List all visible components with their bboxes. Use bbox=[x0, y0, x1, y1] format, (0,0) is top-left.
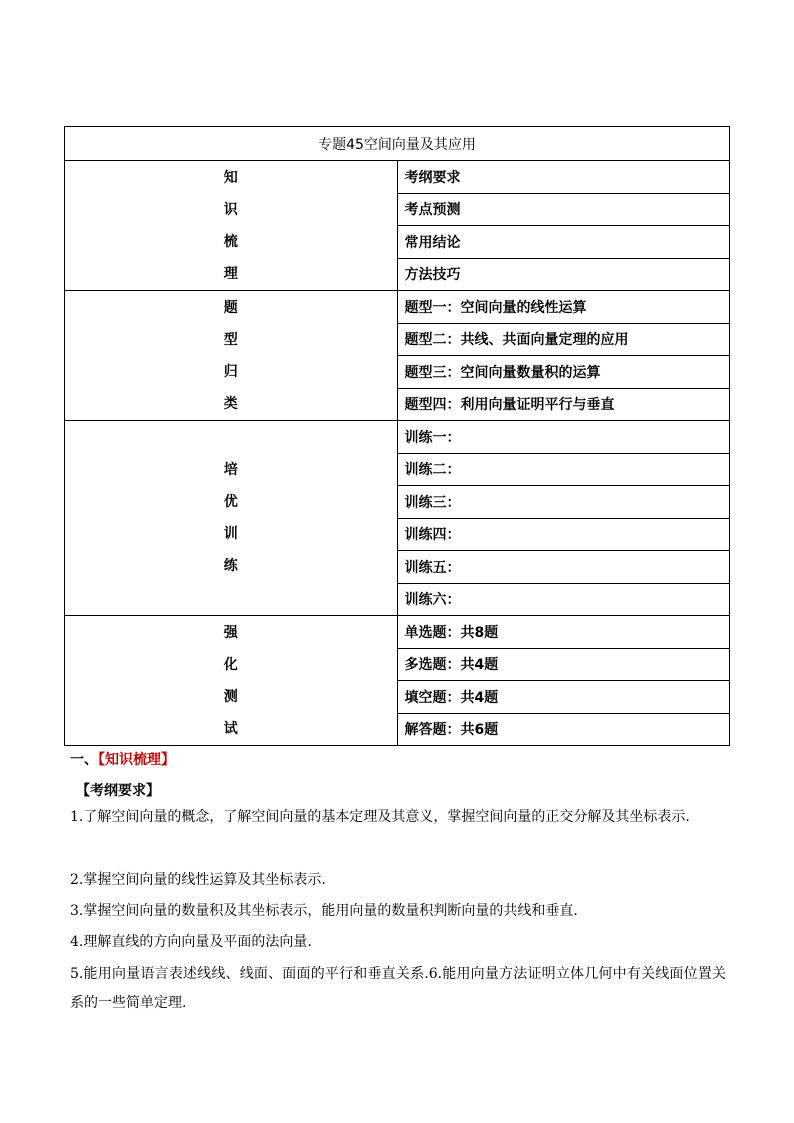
paragraph: 1.了解空间向量的概念，了解空间向量的基本定理及其意义，掌握空间向量的正交分解及其坐标表示. bbox=[70, 809, 690, 825]
category-knowledge bbox=[65, 161, 398, 291]
category-char: 训 bbox=[223, 526, 238, 542]
category-training bbox=[65, 421, 398, 616]
section-title: 【知识梳理】 bbox=[98, 752, 175, 768]
category-char: 练 bbox=[223, 558, 238, 574]
table-item: 考纲要求 bbox=[397, 161, 730, 194]
category-char: 识 bbox=[223, 201, 238, 218]
table-item: 题型四：利用向量证明平行与垂直 bbox=[397, 388, 730, 421]
table-item: 多选题：共4题 bbox=[397, 648, 730, 681]
section-prefix: 一、 bbox=[70, 752, 98, 768]
category-char: 培 bbox=[223, 462, 238, 478]
table-item: 方法技巧 bbox=[397, 258, 730, 291]
table-item: 训练一： bbox=[397, 421, 730, 454]
paragraph: 3.掌握空间向量的数量积及其坐标表示，能用向量的数量积判断向量的共线和垂直. bbox=[70, 903, 578, 919]
table-item: 训练四： bbox=[397, 518, 730, 551]
table-item: 题型一：空间向量的线性运算 bbox=[397, 291, 730, 324]
table-item: 训练二： bbox=[397, 453, 730, 486]
table-title: 专题45空间向量及其应用 bbox=[65, 127, 730, 161]
table-item: 解答题：共6题 bbox=[397, 713, 730, 746]
table-item: 训练六： bbox=[397, 583, 730, 616]
paragraph: 4.理解直线的方向向量及平面的法向量. bbox=[70, 934, 312, 950]
table-item: 题型三：空间向量数量积的运算 bbox=[397, 356, 730, 389]
table-item: 考点预测 bbox=[397, 193, 730, 226]
category-char: 理 bbox=[223, 265, 238, 282]
paragraph: 5.能用向量语言表述线线、线面、面面的平行和垂直关系.6.能用向量方法证明立体几何中有关线面位置关系的一些简单定理. bbox=[70, 966, 726, 1011]
paragraph: 2.掌握空间向量的线性运算及其坐标表示. bbox=[70, 872, 326, 888]
category-tests bbox=[65, 616, 398, 746]
category-char: 强 bbox=[223, 624, 238, 641]
table-item: 单选题：共8题 bbox=[397, 616, 730, 649]
table-item: 训练五： bbox=[397, 551, 730, 584]
subsection-heading: 【考纲要求】 bbox=[76, 783, 160, 799]
category-char: 测 bbox=[223, 688, 238, 705]
section-heading bbox=[70, 749, 175, 769]
category-char: 类 bbox=[223, 395, 238, 412]
category-char: 归 bbox=[223, 363, 238, 380]
category-char: 型 bbox=[223, 331, 238, 348]
contents-table bbox=[64, 126, 730, 746]
category-char: 知 bbox=[223, 169, 238, 186]
category-question-types bbox=[65, 291, 398, 421]
category-char: 梳 bbox=[223, 233, 238, 250]
category-char: 优 bbox=[223, 494, 238, 510]
table-item: 填空题：共4题 bbox=[397, 681, 730, 714]
category-char: 题 bbox=[223, 299, 238, 316]
table-item: 常用结论 bbox=[397, 226, 730, 259]
category-char: 化 bbox=[223, 656, 238, 673]
category-char: 试 bbox=[223, 720, 238, 737]
table-item: 题型二：共线、共面向量定理的应用 bbox=[397, 323, 730, 356]
table-item: 训练三： bbox=[397, 486, 730, 519]
